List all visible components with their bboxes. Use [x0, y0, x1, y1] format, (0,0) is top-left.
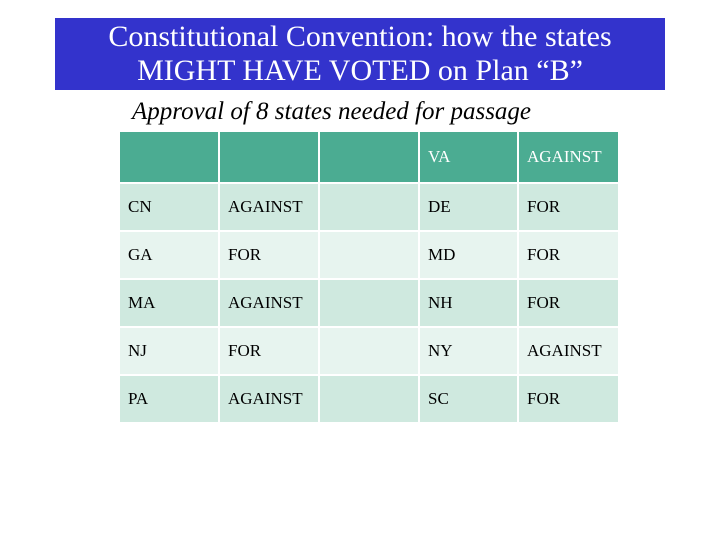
state-cell: NY: [419, 327, 518, 375]
vote-cell: FOR: [518, 231, 619, 279]
votes-table: [120, 132, 620, 424]
spacer-cell: [319, 327, 419, 375]
slide-subtitle: Approval of 8 states needed for passage: [132, 98, 532, 125]
table-header-row: [120, 132, 619, 183]
vote-cell: FOR: [518, 375, 619, 423]
vote-cell: FOR: [219, 231, 319, 279]
state-cell: SC: [419, 375, 518, 423]
vote-cell: AGAINST: [219, 375, 319, 423]
state-cell: GA: [120, 231, 219, 279]
vote-cell: FOR: [518, 183, 619, 231]
slide-title: [55, 18, 665, 90]
table-header-cell: VA: [419, 132, 518, 183]
vote-cell: FOR: [518, 279, 619, 327]
table-row: [120, 183, 619, 231]
table-row: [120, 231, 619, 279]
table-row: [120, 327, 619, 375]
table-header-cell: AGAINST: [518, 132, 619, 183]
state-cell: MD: [419, 231, 518, 279]
state-cell: NJ: [120, 327, 219, 375]
spacer-cell: [319, 183, 419, 231]
title-line-1: Constitutional Convention: how the states: [108, 20, 612, 53]
state-cell: MA: [120, 279, 219, 327]
spacer-cell: [319, 279, 419, 327]
title-line-2: MIGHT HAVE VOTED on Plan “B”: [137, 54, 583, 87]
table-row: [120, 279, 619, 327]
state-cell: PA: [120, 375, 219, 423]
table-row: [120, 375, 619, 423]
state-cell: NH: [419, 279, 518, 327]
spacer-cell: [319, 231, 419, 279]
vote-cell: AGAINST: [219, 183, 319, 231]
state-cell: CN: [120, 183, 219, 231]
vote-cell: FOR: [219, 327, 319, 375]
spacer-cell: [319, 375, 419, 423]
table-header-cell: [319, 132, 419, 183]
state-cell: DE: [419, 183, 518, 231]
vote-cell: AGAINST: [518, 327, 619, 375]
table-header-cell: [120, 132, 219, 183]
table-header-cell: [219, 132, 319, 183]
vote-cell: AGAINST: [219, 279, 319, 327]
